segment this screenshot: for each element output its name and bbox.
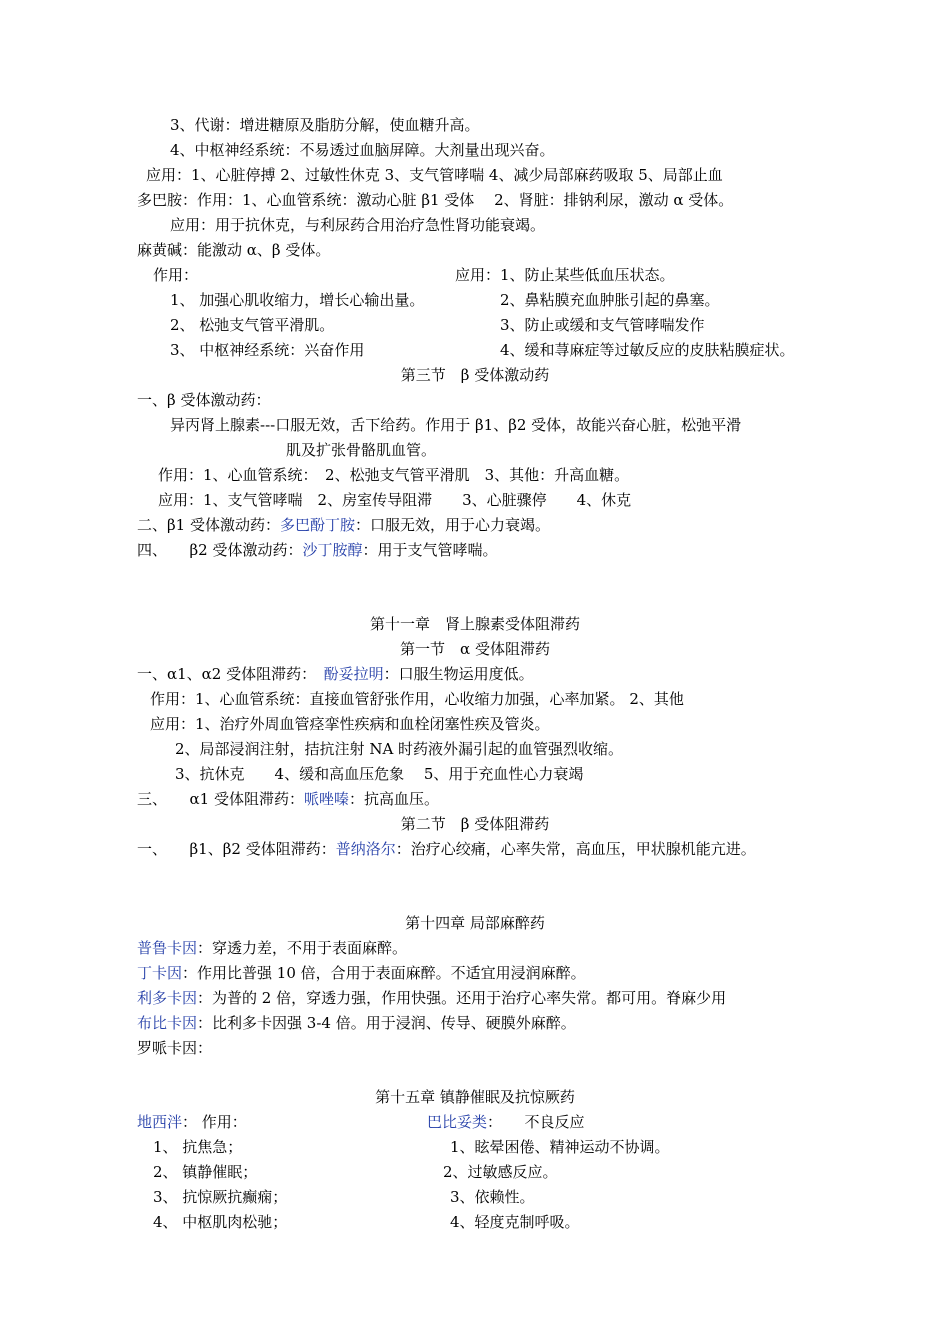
text-span: 1、 抗焦急； [153, 1138, 243, 1156]
text-span: 应用：1、心脏停搏 2、过敏性休克 3、支气管哮喘 4、减少局部麻药吸取 5、局部止血 [146, 166, 723, 184]
text-span: 2、鼻粘膜充血肿胀引起的鼻塞。 [500, 291, 720, 309]
text-span: 一、α1、α2 受体阻滞药： [137, 665, 324, 683]
text-span: 第一节 α 受体阻滞药 [400, 640, 550, 658]
text-line [500, 290, 720, 310]
text-span: ：治疗心绞痛，心率失常，高血压，甲状腺机能亢进。 [395, 840, 756, 858]
drug-name: 酚妥拉明 [323, 665, 384, 683]
text-span: 应用：1、防止某些低血压状态。 [455, 266, 675, 284]
text-line [170, 415, 741, 435]
text-span: ：作用比普强 10 倍，合用于表面麻醉。不适宜用浸润麻醉。 [182, 964, 586, 982]
text-span: 2、局部浸润注射，拮抗注射 NA 时药液外漏引起的血管强烈收缩。 [175, 740, 624, 758]
text-span: 4、中枢神经系统：不易透过血脑屏障。大剂量出现兴奋。 [170, 141, 555, 159]
text-span: 3、防止或缓和支气管哮喘发作 [500, 316, 705, 334]
text-span: 4、 中枢肌肉松驰； [153, 1213, 288, 1231]
text-line [170, 315, 334, 335]
text-line [137, 938, 407, 958]
text-span: 2、 镇静催眠； [153, 1163, 258, 1181]
text-line [137, 515, 550, 535]
text-span: 第十五章 镇静催眠及抗惊厥药 [375, 1088, 575, 1106]
text-line [137, 988, 726, 1008]
text-span: 一、 β1、β2 受体阻滞药： [137, 840, 336, 858]
text-span: ： 作用： [182, 1113, 247, 1131]
text-span: ：为普的 2 倍，穿透力强，作用快强。还用于治疗心率失常。都可用。脊麻少用 [197, 989, 727, 1007]
text-line [170, 140, 555, 160]
text-span: 3、 中枢神经系统：兴奋作用 [170, 341, 365, 359]
text-span: 4、缓和荨麻症等过敏反应的皮肤粘膜症状。 [500, 341, 795, 359]
text-span: ：口服无效，用于心力衰竭。 [355, 516, 551, 534]
text-line [146, 165, 723, 185]
text-span: ：用于支气管哮喘。 [362, 541, 498, 559]
text-line [150, 689, 684, 709]
text-line [153, 1187, 287, 1207]
text-span: 麻黄碱：能激动 α、β 受体。 [137, 241, 331, 259]
text-line [137, 839, 756, 859]
text-span: 第十四章 局部麻醉药 [405, 914, 545, 932]
drug-name: 利多卡因 [137, 989, 198, 1007]
text-line [137, 789, 439, 809]
text-line [427, 1112, 585, 1132]
section-heading [0, 1087, 950, 1107]
text-span: 第十一章 肾上腺素受体阻滞药 [369, 615, 580, 633]
text-span: ：穿透力差，不用于表面麻醉。 [197, 939, 408, 957]
text-span: 作用：1、心血管系统： 2、松弛支气管平滑肌 3、其他：升高血糖。 [158, 466, 630, 484]
text-span: 作用： [153, 266, 199, 284]
text-span: 三、 α1 受体阻滞药： [137, 790, 304, 808]
text-span: 第三节 β 受体激动药 [400, 366, 550, 384]
text-span: ：抗高血压。 [348, 790, 439, 808]
drug-name: 哌唑嗪 [303, 790, 349, 808]
text-span: 3、代谢：增进糖原及脂肪分解，使血糖升高。 [170, 116, 480, 134]
section-heading [0, 814, 950, 834]
text-line [137, 540, 498, 560]
text-line [158, 465, 629, 485]
text-span: ： 不良反应 [487, 1113, 585, 1131]
text-span: 异丙肾上腺素---口服无效，舌下给药。作用于 β1、β2 受体，故能兴奋心脏，松弛平滑 [170, 416, 742, 434]
text-span: ：口服生物运用度低。 [383, 665, 534, 683]
text-span: 3、依赖性。 [450, 1188, 535, 1206]
text-line [175, 764, 583, 784]
text-span: 2、过敏感反应。 [443, 1163, 558, 1181]
drug-name: 普纳洛尔 [335, 840, 396, 858]
text-span: 应用：1、支气管哮喘 2、房室传导阻滞 3、心脏骤停 4、休克 [158, 491, 632, 509]
text-line [137, 240, 330, 260]
text-line [150, 714, 550, 734]
text-line [137, 390, 270, 410]
drug-name: 普鲁卡因 [137, 939, 198, 957]
text-span: 应用：1、治疗外周血管痉挛性疾病和血栓闭塞性疾及管炎。 [150, 715, 550, 733]
text-span: 肌及扩张骨骼肌血管。 [286, 441, 437, 459]
text-span: 作用：1、心血管系统：直接血管舒张作用，心收缩力加强，心率加紧。 2、其他 [150, 690, 684, 708]
drug-name: 沙丁胺醇 [302, 541, 363, 559]
text-line [170, 215, 545, 235]
text-line [286, 440, 436, 460]
text-line [153, 1162, 257, 1182]
text-span: 4、轻度克制呼吸。 [450, 1213, 580, 1231]
text-span: 罗哌卡因： [137, 1039, 213, 1057]
text-line [450, 1137, 670, 1157]
text-line [158, 490, 631, 510]
section-heading [0, 365, 950, 385]
text-span: 一、β 受体激动药： [137, 391, 271, 409]
text-line [170, 290, 424, 310]
text-line [443, 1162, 558, 1182]
text-span: 3、 抗惊厥抗癫痫； [153, 1188, 288, 1206]
section-heading [0, 913, 950, 933]
drug-name: 多巴酚丁胺 [279, 516, 355, 534]
text-line [137, 1038, 212, 1058]
text-span: 1、 加强心肌收缩力，增长心输出量。 [170, 291, 425, 309]
text-line [170, 115, 480, 135]
drug-name: 丁卡因 [137, 964, 183, 982]
text-line [153, 1212, 287, 1232]
text-line [455, 265, 675, 285]
text-line [153, 265, 198, 285]
drug-name: 布比卡因 [137, 1014, 198, 1032]
text-line [137, 190, 733, 210]
text-span: 3、抗休克 4、缓和高血压危象 5、用于充血性心力衰竭 [175, 765, 584, 783]
text-line [137, 664, 534, 684]
text-line [153, 1137, 242, 1157]
text-line [137, 1112, 247, 1132]
text-line [137, 1013, 576, 1033]
text-line [450, 1212, 580, 1232]
drug-name: 巴比妥类 [427, 1113, 488, 1131]
text-line [450, 1187, 535, 1207]
text-span: 多巴胺：作用：1、心血管系统：激动心脏 β1 受体 2、肾脏：排钠利尿，激动 α 受体。 [137, 191, 734, 209]
text-line [500, 315, 705, 335]
text-span: 四、 β2 受体激动药： [137, 541, 303, 559]
text-line [500, 340, 795, 360]
drug-name: 地西泮 [137, 1113, 183, 1131]
text-span: 1、眩晕困倦、精神运动不协调。 [450, 1138, 670, 1156]
text-span: 二、β1 受体激动药： [137, 516, 280, 534]
text-line [137, 963, 586, 983]
text-span: ：比利多卡因强 3-4 倍。用于浸润、传导、硬膜外麻醉。 [197, 1014, 576, 1032]
text-span: 第二节 β 受体阻滞药 [400, 815, 550, 833]
section-heading [0, 614, 950, 634]
text-span: 应用：用于抗休克，与利尿药合用治疗急性肾功能衰竭。 [170, 216, 546, 234]
text-line [175, 739, 623, 759]
text-span: 2、 松弛支气管平滑肌。 [170, 316, 335, 334]
text-line [170, 340, 364, 360]
section-heading [0, 639, 950, 659]
